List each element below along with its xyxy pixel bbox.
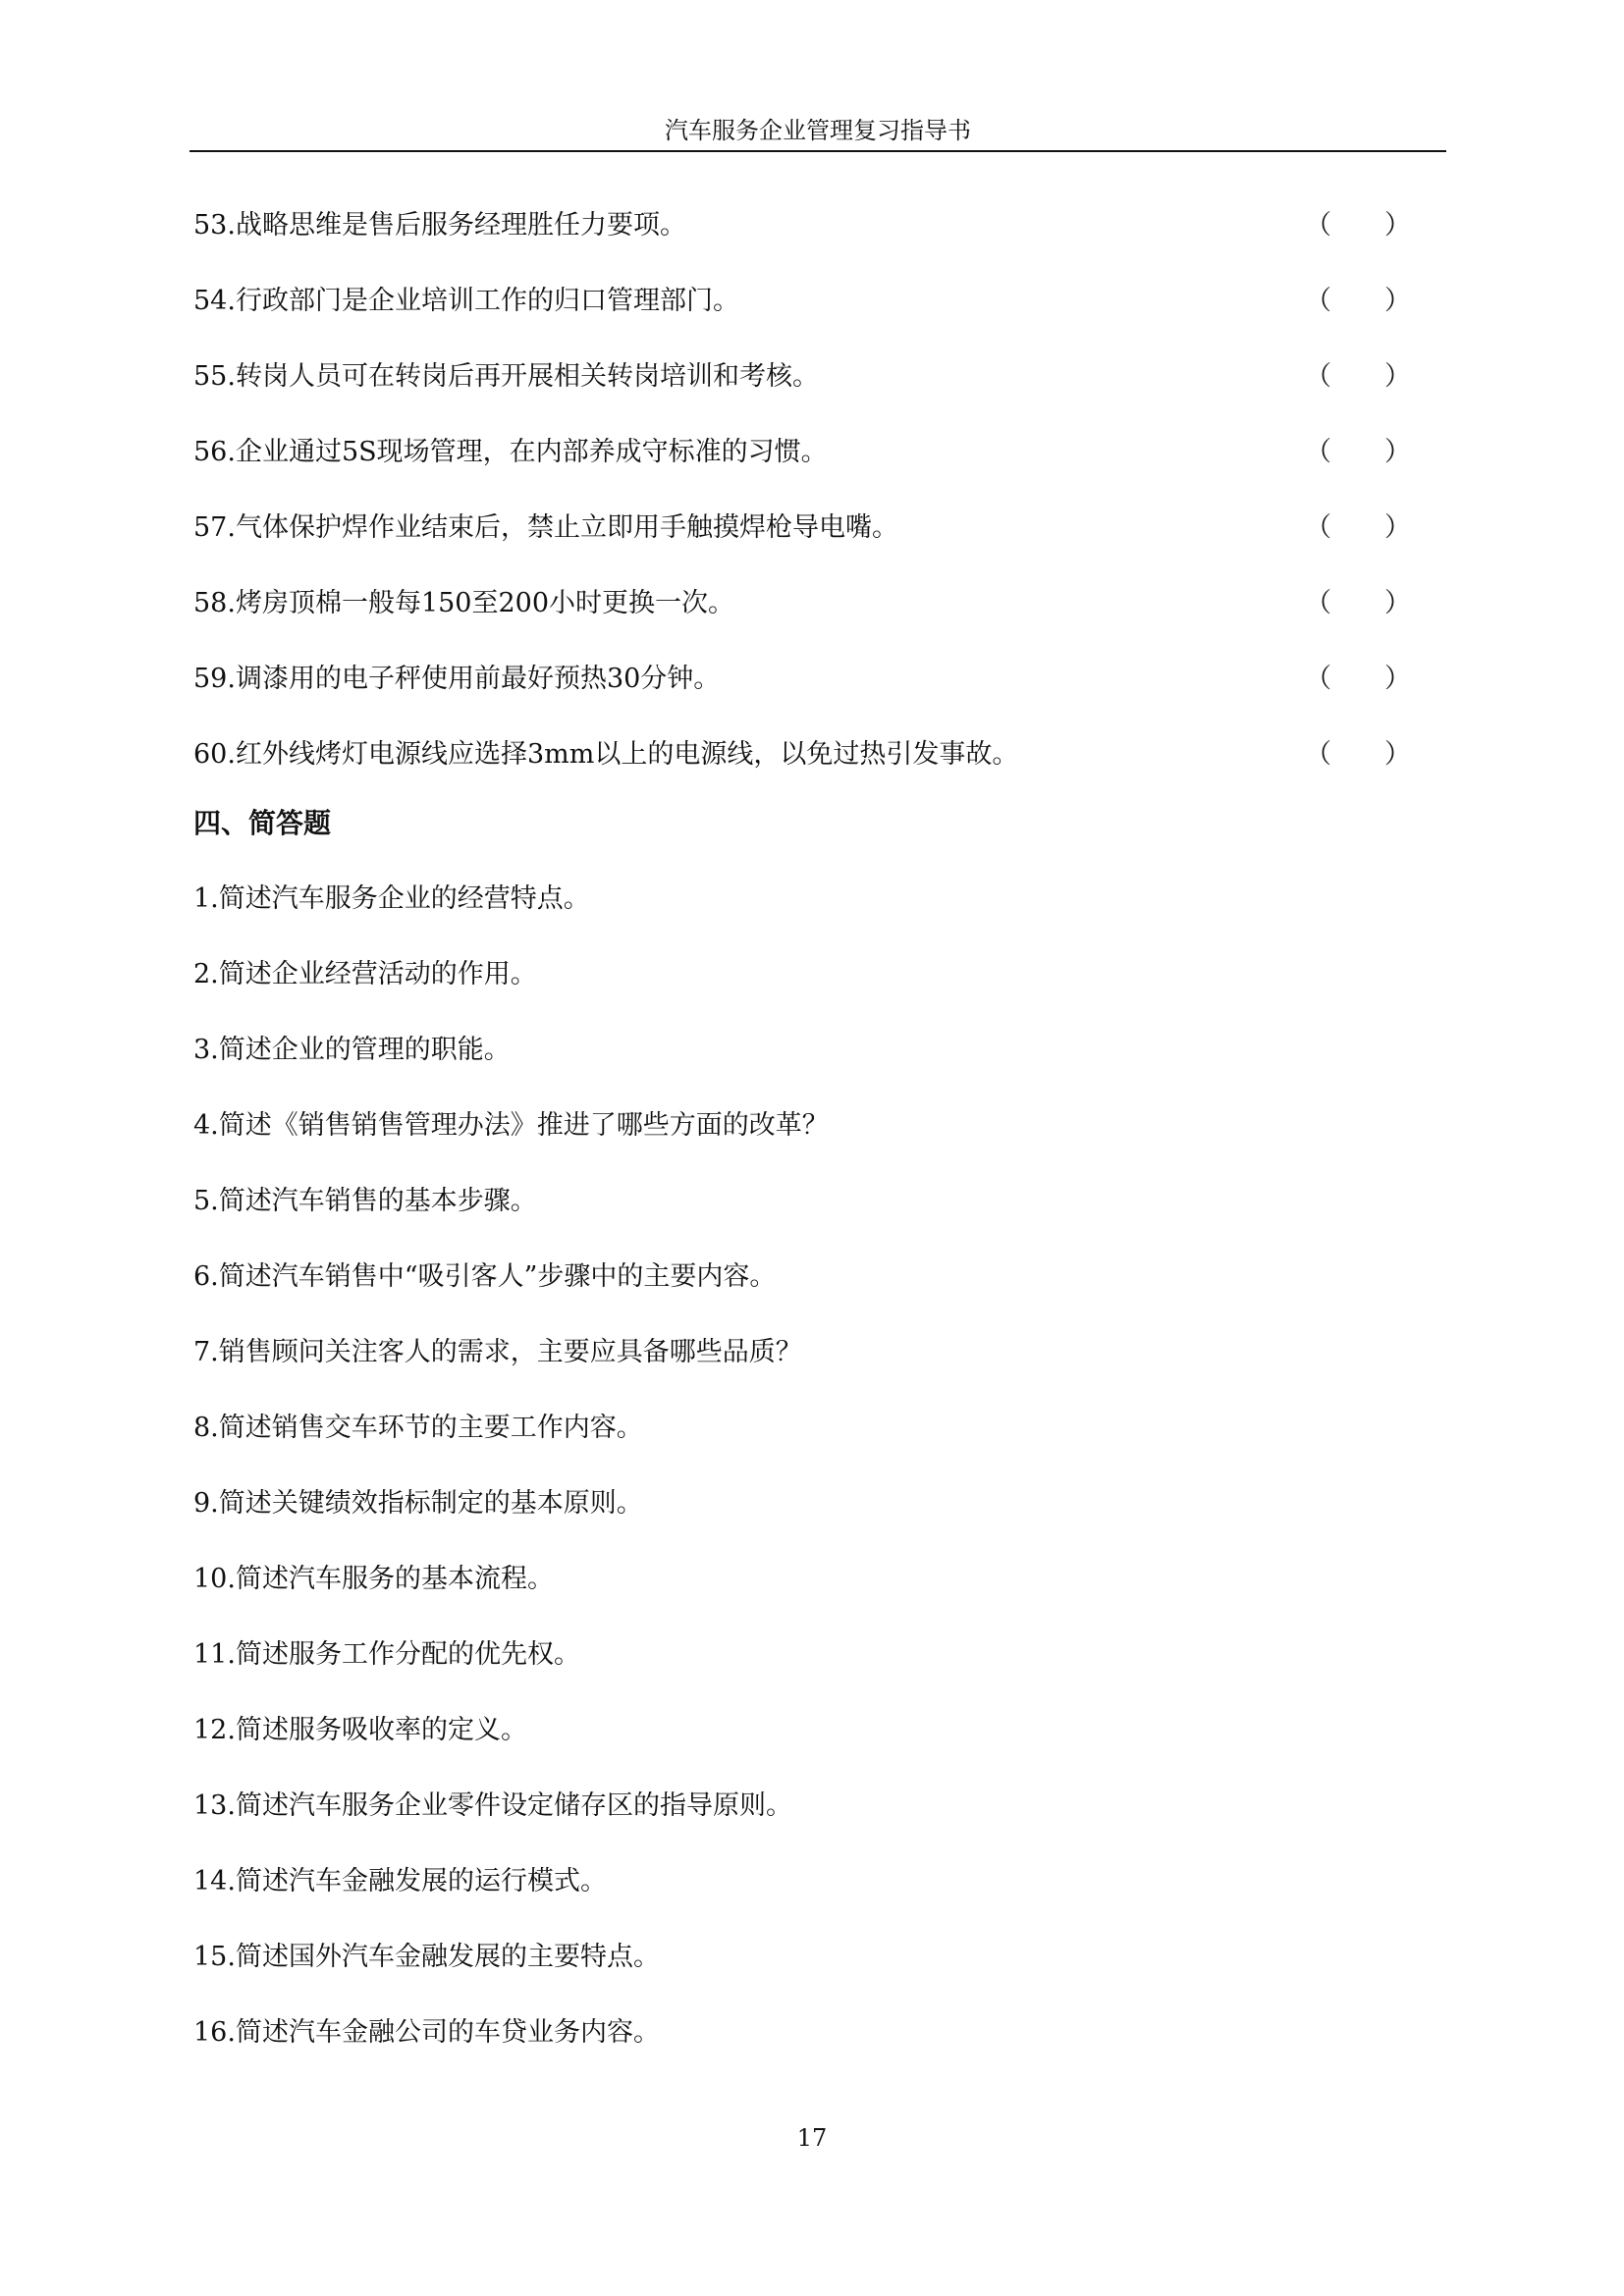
question-text: 54.行政部门是企业培训工作的归口管理部门。 [193,286,739,316]
question-60 [193,735,1421,811]
short-answer-question: 5.简述汽车销售的基本步骤。 [193,1186,537,1216]
answer-blank: （ ） [1305,437,1411,467]
short-answer-question: 14.简述汽车金融发展的运行模式。 [193,1866,607,1896]
question-54 [193,282,1421,357]
answer-blank: （ ） [1305,588,1411,618]
header-divider [189,150,1446,152]
answer-blank: （ ） [1305,512,1411,543]
short-answer-question: 12.简述服务吸收率的定义。 [193,1715,527,1745]
question-58 [193,584,1421,660]
question-53 [193,206,1421,282]
question-55 [193,357,1421,433]
short-answer-question: 4.简述《销售销售管理办法》推进了哪些方面的改革？ [193,1110,829,1141]
short-answer-question: 11.简述服务工作分配的优先权。 [193,1639,580,1670]
question-text: 56.企业通过5S现场管理，在内部养成守标准的习惯。 [193,437,828,467]
short-answer-question: 1.简述汽车服务企业的经营特点。 [193,883,590,914]
page-number: 17 [796,2124,828,2152]
question-text: 58.烤房顶棉一般每150至200小时更换一次。 [193,588,735,618]
question-59 [193,660,1421,735]
question-text: 59.调漆用的电子秤使用前最好预热30分钟。 [193,664,721,694]
answer-blank: （ ） [1305,739,1411,770]
answer-blank: （ ） [1305,361,1411,392]
short-answer-question: 8.简述销售交车环节的主要工作内容。 [193,1413,643,1443]
header-title: 汽车服务企业管理复习指导书 [665,117,971,144]
short-answer-question: 15.简述国外汽车金融发展的主要特点。 [193,1942,660,1972]
short-answer-question: 7.销售顾问关注客人的需求，主要应具备哪些品质？ [193,1337,802,1367]
short-answer-question: 9.简述关键绩效指标制定的基本原则。 [193,1488,643,1519]
question-57 [193,508,1421,584]
short-answer-question: 13.简述汽车服务企业零件设定储存区的指导原则。 [193,1790,792,1821]
true-false-question-list [193,206,1421,811]
answer-blank: （ ） [1305,664,1411,694]
question-text: 57.气体保护焊作业结束后，禁止立即用手触摸焊枪导电嘴。 [193,512,898,543]
answer-blank: （ ） [1305,286,1411,316]
short-answer-question: 3.简述企业的管理的职能。 [193,1035,511,1065]
short-answer-question: 6.简述汽车销售中“吸引客人”步骤中的主要内容。 [193,1261,777,1292]
answer-blank: （ ） [1305,210,1411,240]
short-answer-question-list [193,880,1421,2089]
short-answer-question: 16.简述汽车金融公司的车贷业务内容。 [193,2017,660,2048]
question-56 [193,433,1421,508]
question-text: 60.红外线烤灯电源线应选择3mm以上的电源线，以免过热引发事故。 [193,739,1019,770]
question-text: 53.战略思维是售后服务经理胜任力要项。 [193,210,686,240]
section-title-short-answer: 四、简答题 [193,807,332,839]
short-answer-question: 10.简述汽车服务的基本流程。 [193,1564,554,1594]
question-text: 55.转岗人员可在转岗后再开展相关转岗培训和考核。 [193,361,819,392]
short-answer-question: 2.简述企业经营活动的作用。 [193,959,537,989]
